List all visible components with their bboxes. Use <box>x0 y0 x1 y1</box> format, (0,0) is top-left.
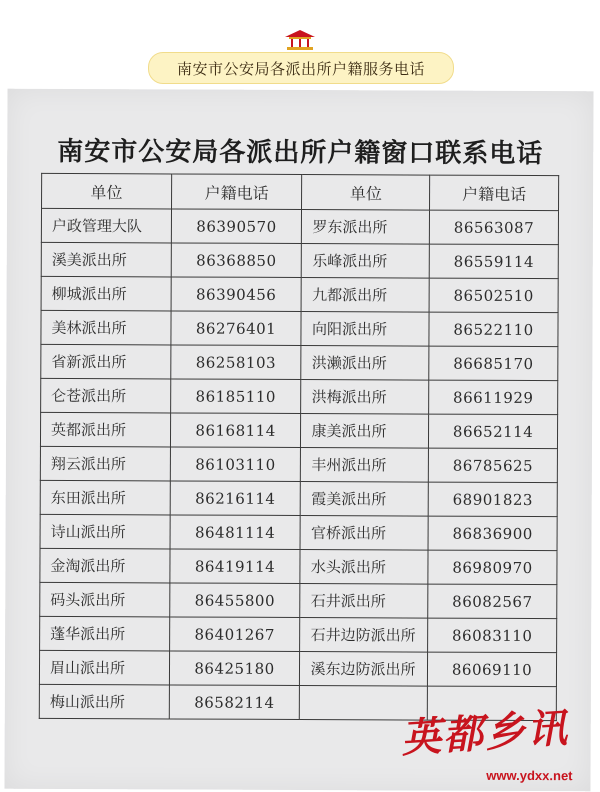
table-row <box>41 378 558 414</box>
unit-cell: 东田派出所 <box>40 480 170 515</box>
unit-cell: 户政管理大队 <box>41 208 171 243</box>
unit-cell: 官桥派出所 <box>301 516 429 551</box>
palace-roof-icon <box>283 28 317 50</box>
table-row <box>40 480 557 516</box>
table-row <box>41 344 558 380</box>
unit-cell: 诗山派出所 <box>40 514 170 549</box>
phone-cell: 86685170 <box>429 346 558 381</box>
phone-cell: 86083110 <box>428 618 557 653</box>
unit-cell: 水头派出所 <box>300 550 428 585</box>
table-header-row <box>42 173 559 210</box>
watermark-url: www.ydxx.net <box>486 767 573 784</box>
table-row <box>40 446 557 482</box>
watermark-logo: 英都乡讯 <box>399 704 571 763</box>
unit-cell: 溪东边防派出所 <box>300 652 428 687</box>
unit-cell: 九都派出所 <box>302 278 430 313</box>
phone-cell: 86216114 <box>170 481 301 516</box>
column-header-unit: 单位 <box>302 175 430 211</box>
column-header-unit: 单位 <box>42 173 172 209</box>
unit-cell: 翔云派出所 <box>40 446 170 481</box>
table-row <box>39 650 556 686</box>
unit-cell: 眉山派出所 <box>39 650 169 685</box>
unit-cell: 美林派出所 <box>41 310 171 345</box>
phone-cell: 86082567 <box>428 584 557 619</box>
document-photo <box>4 89 593 792</box>
header <box>0 0 600 88</box>
unit-cell: 石井派出所 <box>300 584 428 619</box>
phone-table <box>39 173 559 721</box>
phone-cell: 86258103 <box>170 345 301 380</box>
phone-cell: 86582114 <box>169 685 300 720</box>
unit-cell: 康美派出所 <box>301 414 429 449</box>
unit-cell: 梅山派出所 <box>39 684 169 719</box>
unit-cell: 柳城派出所 <box>41 276 171 311</box>
phone-cell: 86069110 <box>428 652 557 687</box>
table-row <box>40 548 557 584</box>
unit-cell: 仑苍派出所 <box>41 378 171 413</box>
phone-cell: 86185110 <box>170 379 301 414</box>
unit-cell: 码头派出所 <box>40 582 170 617</box>
phone-cell: 86390570 <box>171 209 302 244</box>
unit-cell: 乐峰派出所 <box>302 244 430 279</box>
phone-cell: 86276401 <box>171 311 302 346</box>
table-row <box>40 616 557 652</box>
phone-cell: 86522110 <box>429 312 558 347</box>
caption-banner: 南安市公安局各派出所户籍服务电话 <box>148 52 454 84</box>
table-row <box>41 276 558 312</box>
phone-cell: 86103110 <box>170 447 301 482</box>
unit-cell: 罗东派出所 <box>302 210 430 245</box>
unit-cell: 石井边防派出所 <box>300 618 428 653</box>
unit-cell: 向阳派出所 <box>301 312 429 347</box>
phone-cell: 86563087 <box>429 210 558 245</box>
unit-cell: 英都派出所 <box>40 412 170 447</box>
phone-cell: 86390456 <box>171 277 302 312</box>
phone-cell: 86481114 <box>170 515 301 550</box>
unit-cell: 省新派出所 <box>41 344 171 379</box>
document-title: 南安市公安局各派出所户籍窗口联系电话 <box>57 136 544 170</box>
unit-cell: 霞美派出所 <box>301 482 429 517</box>
unit-cell: 金淘派出所 <box>40 548 170 583</box>
phone-cell: 86455800 <box>169 583 300 618</box>
phone-cell: 86785625 <box>428 448 557 483</box>
unit-cell: 溪美派出所 <box>41 242 171 277</box>
unit-cell: 丰州派出所 <box>301 448 429 483</box>
phone-cell: 86559114 <box>429 244 558 279</box>
phone-cell: 86502510 <box>429 278 558 313</box>
phone-cell: 86419114 <box>170 549 301 584</box>
phone-cell: 86652114 <box>429 414 558 449</box>
column-header-phone: 户籍电话 <box>430 175 559 211</box>
phone-cell: 86401267 <box>169 617 300 652</box>
phone-cell: 86611929 <box>429 380 558 415</box>
phone-cell: 86980970 <box>428 550 557 585</box>
unit-cell: 洪梅派出所 <box>301 380 429 415</box>
column-header-phone: 户籍电话 <box>171 174 302 210</box>
table-row <box>40 514 557 550</box>
unit-cell: 蓬华派出所 <box>40 616 170 651</box>
table-row <box>40 582 557 618</box>
phone-cell: 86368850 <box>171 243 302 278</box>
phone-cell: 86425180 <box>169 651 300 686</box>
table-row <box>41 310 558 346</box>
phone-cell: 86836900 <box>428 516 557 551</box>
phone-cell: 68901823 <box>428 482 557 517</box>
table-row <box>41 242 558 278</box>
unit-cell: 洪濑派出所 <box>301 346 429 381</box>
table-row <box>40 412 557 448</box>
phone-cell: 86168114 <box>170 413 301 448</box>
table-row <box>41 208 558 244</box>
